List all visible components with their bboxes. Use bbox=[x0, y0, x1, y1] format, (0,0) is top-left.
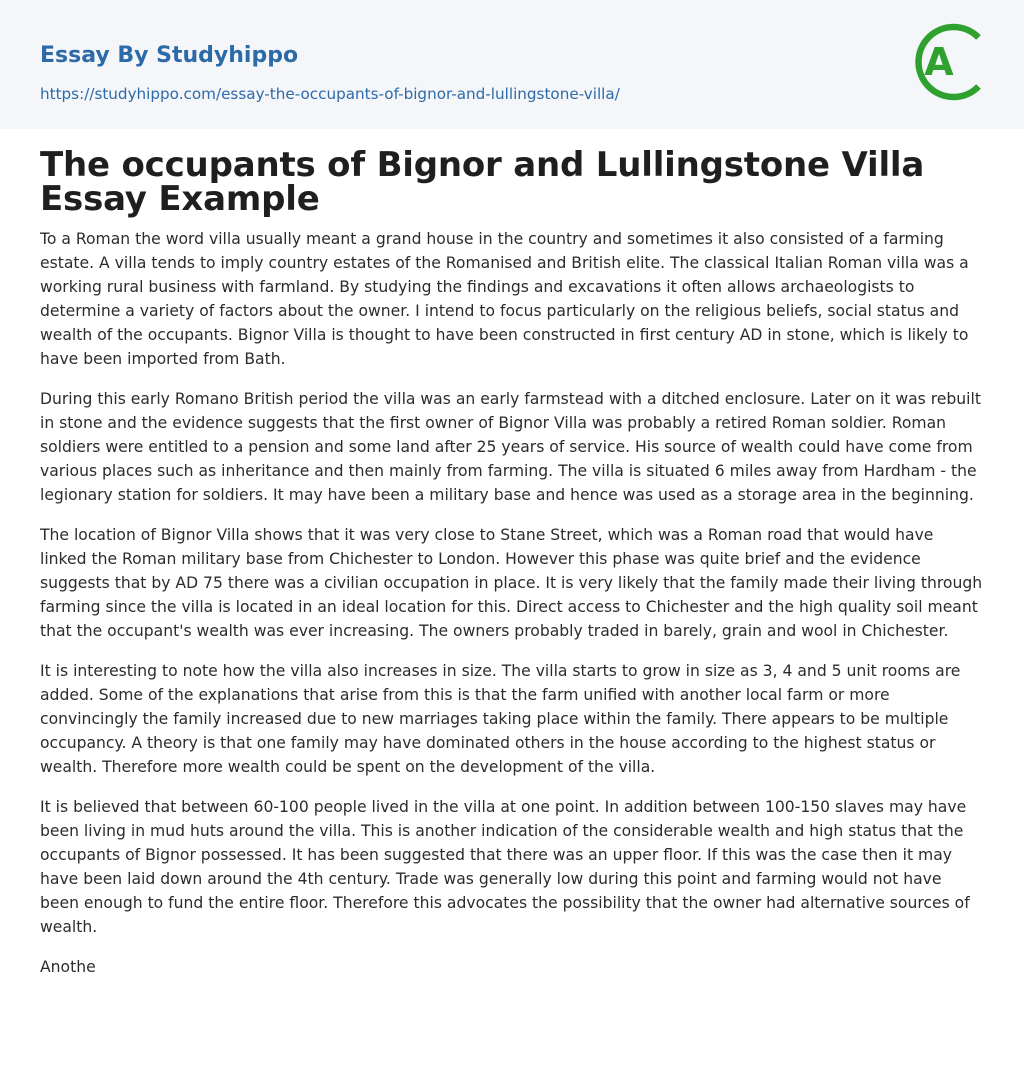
logo-letter: A bbox=[924, 40, 954, 84]
site-header bbox=[0, 0, 1024, 129]
article-paragraph: It is interesting to note how the villa also increases in size. The villa starts to grow in size as 3, 4 and 5 unit rooms are added. Some of the explanations that arise from this is that the farm unified with another local farm or more convincingly the family increased due to new marriages taking place within the family. There appears to be multiple occupancy. A theory is that one family may have dominated others in the house according to the highest status or wealth. Therefore more wealth could be spent on the development of the villa. bbox=[40, 662, 961, 776]
article-paragraph: During this early Romano British period the villa was an early farmstead with a ditched enclosure. Later on it was rebuilt in stone and the evidence suggests that the first owner of Bignor Villa was probably a retired Roman soldier. Roman soldiers were entitled to a pension and some land after 25 years of service. His source of wealth could have come from various places such as inheritance and then mainly from farming. The villa is situated 6 miles away from Hardham - the legionary station for soldiers. It may have been a military base and hence was used as a storage area in the beginning. bbox=[40, 390, 981, 504]
article-paragraph-truncated: Anothe bbox=[40, 958, 96, 976]
article-paragraph: The location of Bignor Villa shows that it was very close to Stane Street, which was a Roman road that would have linked the Roman military base from Chichester to London. However this phase was quite brief and the evidence suggests that by AD 75 there was a civilian occupation in place. It is very likely that the family made their living through farming since the villa is located in an ideal location for this. Direct access to Chichester and the high quality soil meant that the occupant's wealth was ever increasing. The owners probably traded in barely, grain and wool in Chichester. bbox=[40, 526, 983, 640]
article-title: The occupants of Bignor and Lullingstone Villa Essay Example bbox=[40, 145, 925, 219]
article bbox=[40, 145, 984, 979]
page-url-link[interactable]: https://studyhippo.com/essay-the-occupants-of-bignor-and-lullingstone-villa/ bbox=[40, 85, 620, 103]
article-paragraph: It is believed that between 60-100 people lived in the villa at one point. In addition between 100-150 slaves may have been living in mud huts around the villa. This is another indication of the considerable wealth and high status that the occupants of Bignor possessed. It has been suggested that there was an upper floor. If this was the case then it may have been laid down around the 4th century. Trade was generally low during this point and farming would not have been enough to fund the entire floor. Therefore this advocates the possibility that the owner had alternative sources of wealth. bbox=[40, 798, 970, 936]
site-brand[interactable]: Essay By Studyhippo bbox=[40, 43, 299, 68]
studyhippo-logo-icon[interactable] bbox=[912, 19, 986, 105]
article-paragraph: To a Roman the word villa usually meant a grand house in the country and sometimes it also consisted of a farming estate. A villa tends to imply country estates of the Romanised and British elite. The classical Italian Roman villa was a working rural business with farmland. By studying the findings and excavations it often allows archaeologists to determine a variety of factors about the owner. I intend to focus particularly on the religious beliefs, social status and wealth of the occupants. Bignor Villa is thought to have been constructed in first century AD in stone, which is likely to have been imported from Bath. bbox=[40, 230, 969, 368]
